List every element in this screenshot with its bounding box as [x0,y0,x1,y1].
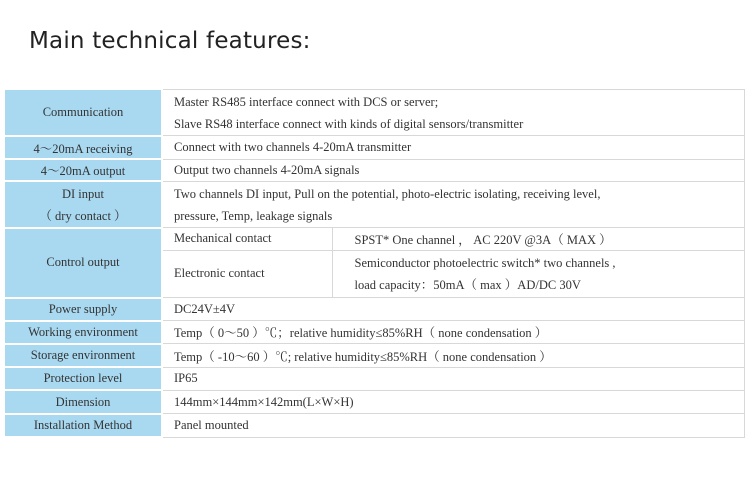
table-row-mechanical-contact [5,228,745,250]
output-value: Output two channels 4-20mA signals [162,159,745,181]
dimension-value: 144mm×144mm×142mm(L×W×H) [162,390,745,413]
features-table [5,89,745,438]
table-row-receiving [5,136,745,159]
storage-environment-value: Temp（ -10～60 ）℃; relative humidity≤85%RH（ none condensation ） [162,344,745,367]
communication-label: Communication [5,90,162,136]
di-input-label-line-2: （ dry contact ） [39,208,127,223]
table-row-di-input [5,181,745,227]
di-input-line-1: Two channels DI input, Pull on the potential, photo-electric isolating, receiving level, [174,186,601,201]
table-row-power-supply [5,298,745,321]
communication-line-2: Slave RS48 interface connect with kinds of digital sensors/transmitter [174,116,524,131]
control-output-label: Control output [5,228,162,298]
table-row-output [5,159,745,181]
di-input-label [5,181,162,227]
receiving-label: 4～20mA receiving [5,136,162,159]
working-environment-label: Working environment [5,321,162,344]
page-title: Main technical features: [29,28,311,54]
receiving-value: Connect with two channels 4-20mA transmitter [162,136,745,159]
mechanical-contact-value: SPST* One channel ， AC 220V @3A（ MAX ） [332,228,745,250]
table-row-communication [5,90,745,136]
di-input-value [162,181,745,227]
mechanical-contact-label: Mechanical contact [162,228,332,250]
di-input-line-2: pressure, Temp, leakage signals [174,208,333,223]
electronic-contact-line-1: Semiconductor photoelectric switch* two channels , [354,255,616,270]
installation-method-label: Installation Method [5,414,162,437]
table-row-dimension [5,390,745,413]
protection-level-value: IP65 [162,367,745,390]
electronic-contact-label: Electronic contact [162,250,332,297]
output-label: 4～20mA output [5,159,162,181]
protection-level-label: Protection level [5,367,162,390]
working-environment-value: Temp（ 0～50 ）℃；relative humidity≤85%RH（ none condensation ） [162,321,745,344]
electronic-contact-line-2: load capacity：50mA（ max ）AD/DC 30V [354,277,581,292]
power-supply-label: Power supply [5,298,162,321]
storage-environment-label: Storage environment [5,344,162,367]
communication-value [162,90,745,136]
table-row-protection-level [5,367,745,390]
table-row-working-environment [5,321,745,344]
installation-method-value: Panel mounted [162,414,745,437]
communication-line-1: Master RS485 interface connect with DCS or server; [174,94,439,109]
electronic-contact-value [332,250,745,297]
dimension-label: Dimension [5,390,162,413]
power-supply-value: DC24V±4V [162,298,745,321]
table-row-installation-method [5,414,745,437]
table-row-storage-environment [5,344,745,367]
di-input-label-line-1: DI input [61,186,104,201]
